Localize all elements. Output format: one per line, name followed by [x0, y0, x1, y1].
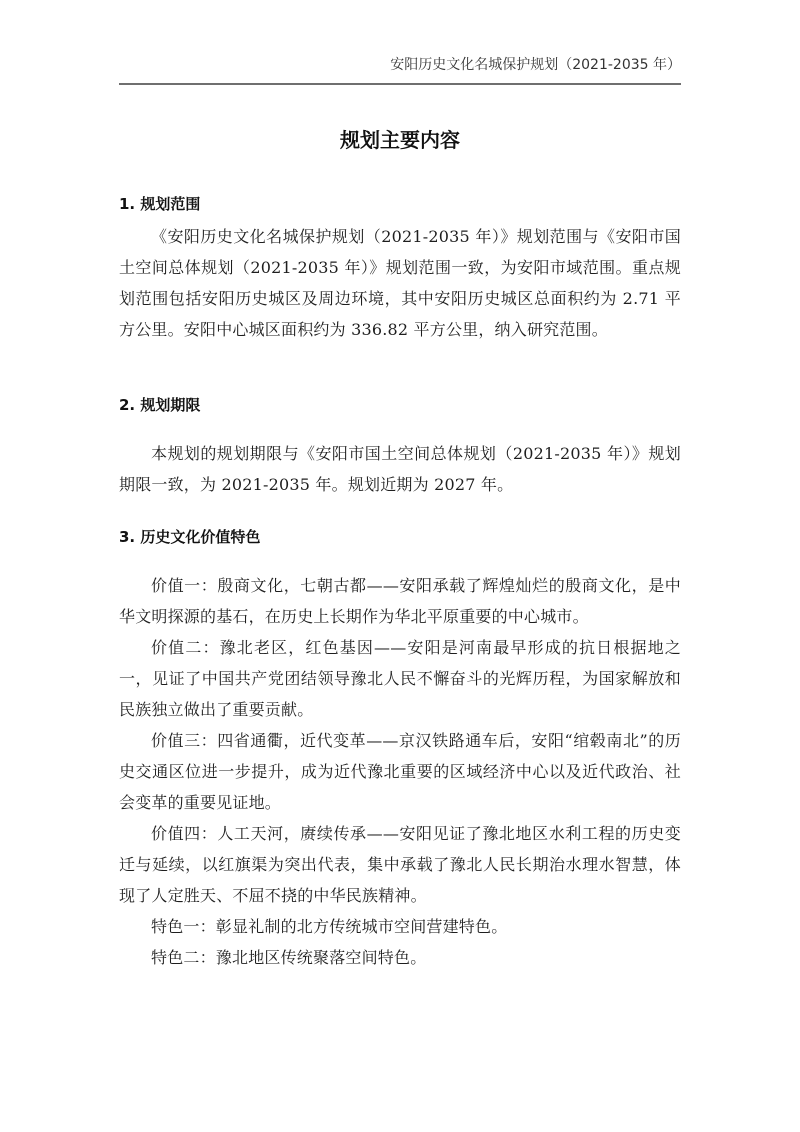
section-heading-scope: 1. 规划范围 — [119, 195, 201, 213]
paragraph-value-1: 价值一：殷商文化，七朝古都——安阳承载了辉煌灿烂的殷商文化，是中华文明探源的基石，在历史上长期作为华北平原重要的中心城市。 — [119, 576, 681, 626]
running-header: 安阳历史文化名城保护规划（2021-2035 年） — [390, 57, 681, 73]
paragraph-period: 本规划的规划期限与《安阳市国土空间总体规划（2021-2035 年）》规划期限一致，为 2021-2035 年。规划近期为 2027 年。 — [119, 444, 681, 494]
paragraph-value-2: 价值二：豫北老区，红色基因——安阳是河南最早形成的抗日根据地之一，见证了中国共产党团结领导豫北人民不懈奋斗的光辉历程，为国家解放和民族独立做出了重要贡献。 — [119, 638, 681, 719]
paragraph-value-4: 价值四：人工天河，赓续传承——安阳见证了豫北地区水利工程的历史变迁与延续，以红旗渠为突出代表，集中承载了豫北人民长期治水理水智慧，体现了人定胜天、不屈不挠的中华民族精神。 — [119, 824, 681, 905]
paragraph-scope: 《安阳历史文化名城保护规划（2021-2035 年）》规划范围与《安阳市国土空间总体规划（2021-2035 年）》规划范围一致，为安阳市域范围。重点规划范围包括安阳历史城区及周边环境，其中安阳历史城区总面积约为 2.71 平方公里。安阳中心城区面积约为 336.82 平方公里，纳入研究范围。 — [119, 227, 681, 339]
paragraph-feature-2: 特色二：豫北地区传统聚落空间特色。 — [151, 948, 427, 967]
section-heading-period: 2. 规划期限 — [119, 396, 201, 414]
document-title: 规划主要内容 — [340, 128, 460, 152]
header-divider — [119, 83, 681, 85]
paragraph-feature-1: 特色一：彰显礼制的北方传统城市空间营建特色。 — [151, 917, 508, 936]
paragraph-value-3: 价值三：四省通衢，近代变革——京汉铁路通车后，安阳“绾毂南北”的历史交通区位进一步提升，成为近代豫北重要的区域经济中心以及近代政治、社会变革的重要见证地。 — [119, 731, 681, 812]
section-heading-values: 3. 历史文化价值特色 — [119, 528, 261, 546]
